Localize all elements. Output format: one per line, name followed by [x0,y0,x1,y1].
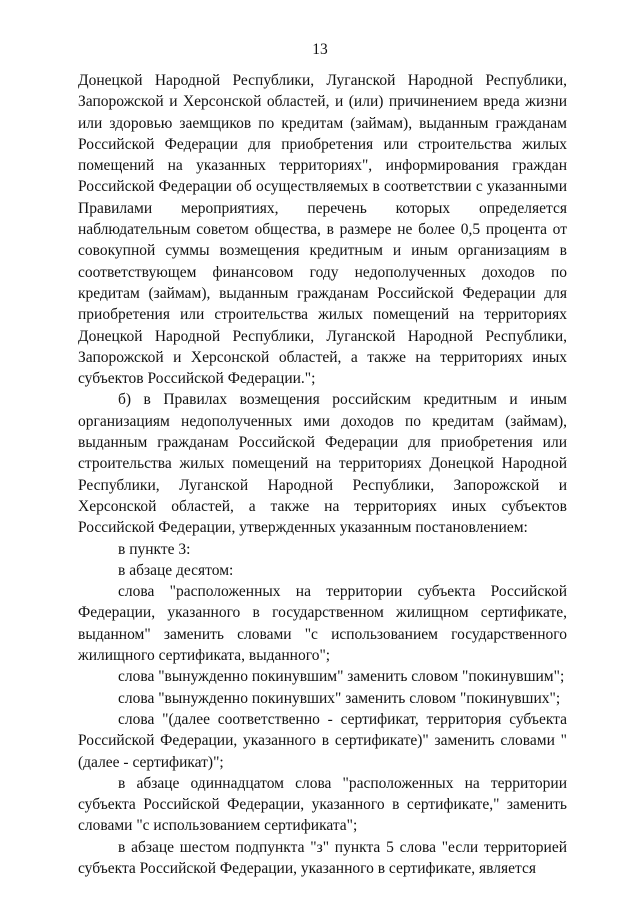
paragraph: слова "(далее соответственно - сертификат, территория субъекта Российской Федерации, указанного в сертификате)" заменить словами "(далее - сертификат)"; [78,710,567,771]
paragraph: в абзаце шестом подпункта "з" пункта 5 слова "если территорией субъекта Российской Федерации, указанного в сертификате, является [78,838,567,877]
paragraph: б) в Правилах возмещения российским кредитным и иным организациям недополученных ими доходов по кредитам (займам), выданным гражданам Российской Федерации для приобретения или строительства жилых помещений на территориях Донецкой Народной Республики, Луганской Народной Республики, Запорожской и Херсонской областей, а также на территориях иных субъектов Российской Федерации, утвержденных указанным постановлением: [78,391,567,537]
paragraph: Донецкой Народной Республики, Луганской Народной Республики, Запорожской и Херсонской областей, и (или) причинением вреда жизни или здоровью заемщиков по кредитам (займам), выданным гражданам Российской Федерации для приобретения или строительства жилых помещений на указанных территориях", информирования граждан Российской Федерации об осуществляемых в соответствии с указанными Правилами мероприятиях, перечень которых определяется наблюдательным советом общества, в размере не более 0,5 процента от совокупной суммы возмещения кредитным и иным организациям в соответствующем финансовом году недополученных доходов по кредитам (займам), выданным гражданам Российской Федерации для приобретения или строительства жилых помещений на территориях Донецкой Народной Республики, Луганской Народной Республики, Запорожской и Херсонской областей, а также на территориях иных субъектов Российской Федерации."; [78,72,567,388]
document-body [78,70,567,879]
paragraph: слова "вынужденно покинувших" заменить словом "покинувших"; [118,689,561,707]
paragraph: слова "расположенных на территории субъекта Российской Федерации, указанного в государственном жилищном сертификате, выданном" заменить словами "с использованием государственного жилищного сертификата, выданного"; [78,583,567,665]
paragraph: в пункте 3: [118,540,191,558]
page-number: 13 [312,41,328,58]
paragraph: в абзаце одиннадцатом слова "расположенных на территории субъекта Российской Федерации, указанного в сертификате," заменить словами "с использованием сертификата"; [78,774,567,835]
paragraph: слова "вынужденно покинувшим" заменить словом "покинувшим"; [118,668,565,686]
paragraph: в абзаце десятом: [118,561,234,579]
